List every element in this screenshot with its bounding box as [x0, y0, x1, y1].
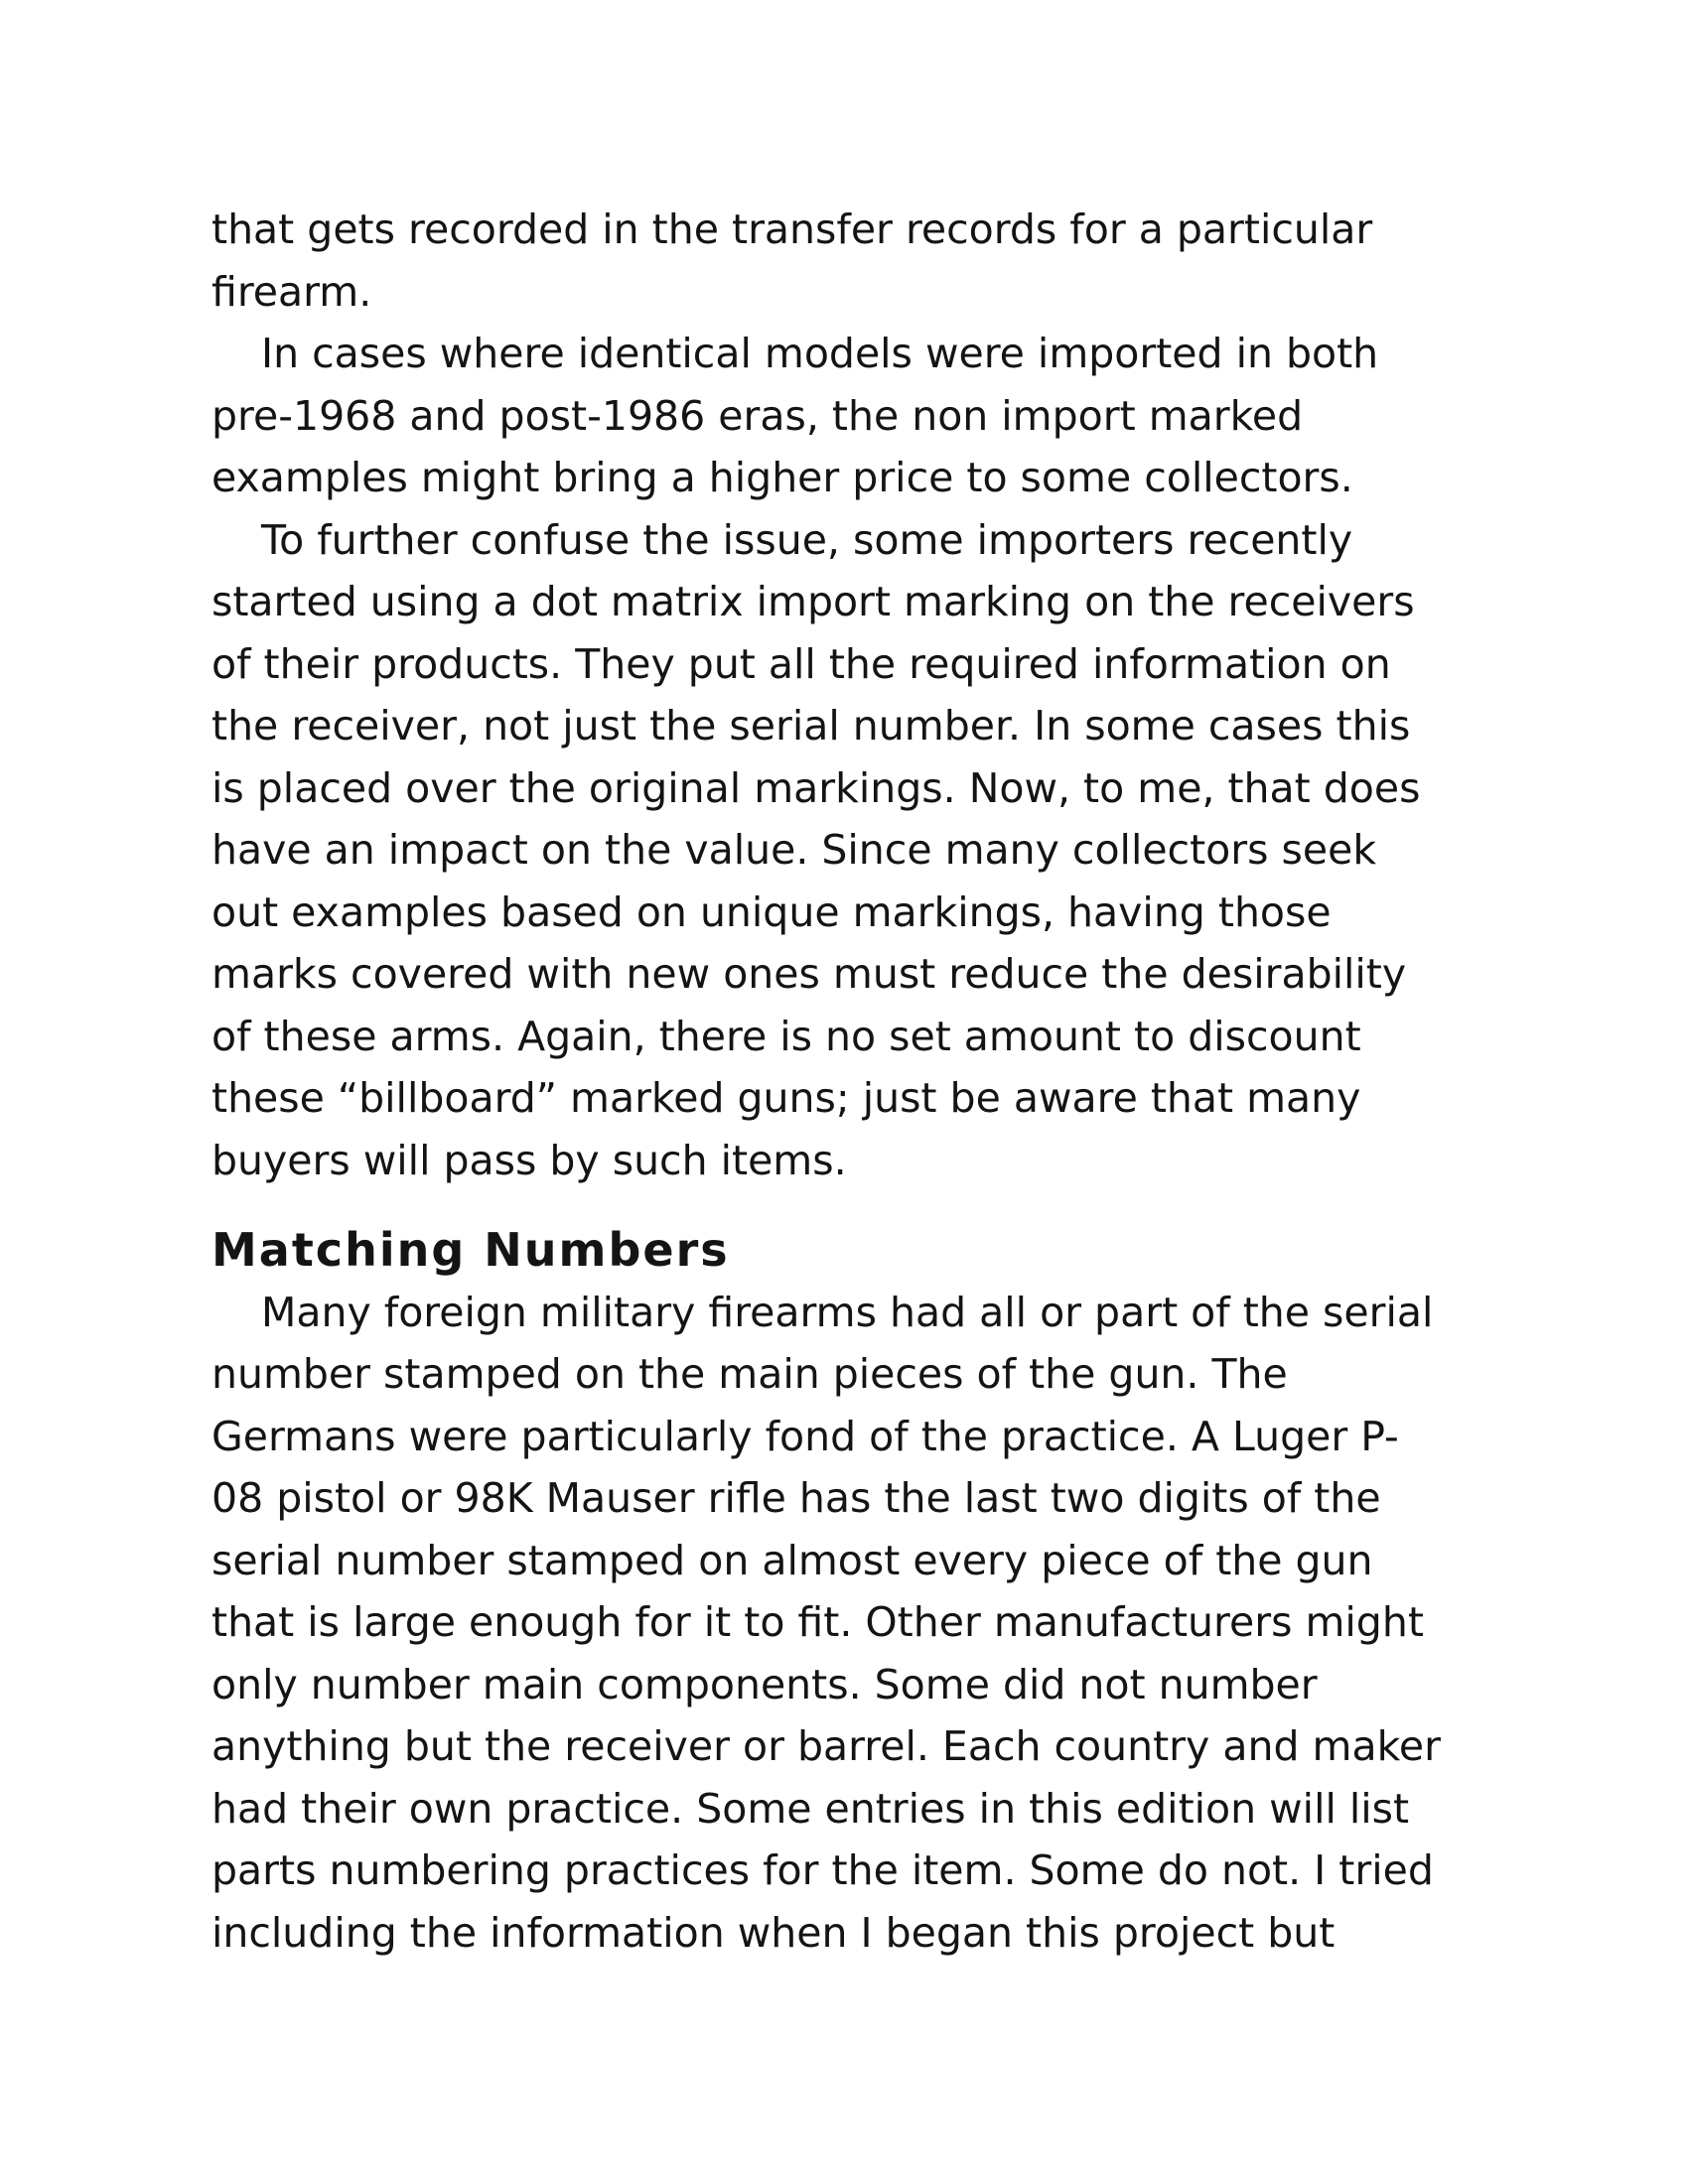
text-line: examples might bring a higher price to some collectors. [211, 454, 1353, 501]
text-line: started using a dot matrix import marking on the receivers [211, 578, 1415, 625]
text-line: anything but the receiver or barrel. Each country and maker [211, 1722, 1441, 1770]
text-line: have an impact on the value. Since many collectors seek [211, 826, 1377, 874]
text-line: these “billboard” marked guns; just be aware that many [211, 1074, 1361, 1122]
text-line: To further confuse the issue, some importers recently [261, 515, 1353, 564]
text-line: is placed over the original markings. Now, to me, that does [211, 763, 1421, 812]
text-line: of these arms. Again, there is no set amount to discount [211, 1012, 1361, 1060]
text-line: number stamped on the main pieces of the gun. The [211, 1350, 1288, 1398]
paragraph-2 [211, 323, 1502, 509]
paragraph-1 [211, 199, 1502, 323]
text-line: pre-1968 and post-1986 eras, the non import marked [211, 391, 1304, 440]
section-paragraph [211, 1282, 1502, 1965]
text-line: In cases where identical models were imported in both [261, 330, 1379, 377]
text-line: parts numbering practices for the item. Some do not. I tried [211, 1846, 1434, 1894]
text-line: out examples based on unique markings, having those [211, 887, 1332, 936]
text-line: only number main components. Some did not number [211, 1660, 1318, 1708]
text-line: 08 pistol or 98K Mauser rifle has the last two digits of the [211, 1474, 1381, 1522]
text-line: the receiver, not just the serial number. In some cases this [211, 702, 1411, 750]
text-line: buyers will pass by such items. [211, 1136, 847, 1184]
text-line: serial number stamped on almost every piece of the gun [211, 1536, 1373, 1584]
text-line: firearm. [211, 267, 372, 316]
paragraph-3 [211, 509, 1502, 1192]
body-text [211, 199, 1502, 1964]
text-line: marks covered with new ones must reduce the desirability [211, 950, 1407, 998]
text-line: Many foreign military firearms had all or part of the serial [261, 1288, 1434, 1336]
text-line: that gets recorded in the transfer records for a particular [211, 205, 1373, 253]
text-line: including the information when I began this project but [211, 1908, 1336, 1957]
section-heading: Matching Numbers [211, 1223, 730, 1277]
text-line: of their products. They put all the required information on [211, 639, 1391, 688]
text-line: had their own practice. Some entries in this edition will list [211, 1784, 1410, 1833]
text-line: that is large enough for it to fit. Other manufacturers might [211, 1598, 1424, 1646]
text-line: Germans were particularly fond of the practice. A Luger P- [211, 1412, 1399, 1460]
